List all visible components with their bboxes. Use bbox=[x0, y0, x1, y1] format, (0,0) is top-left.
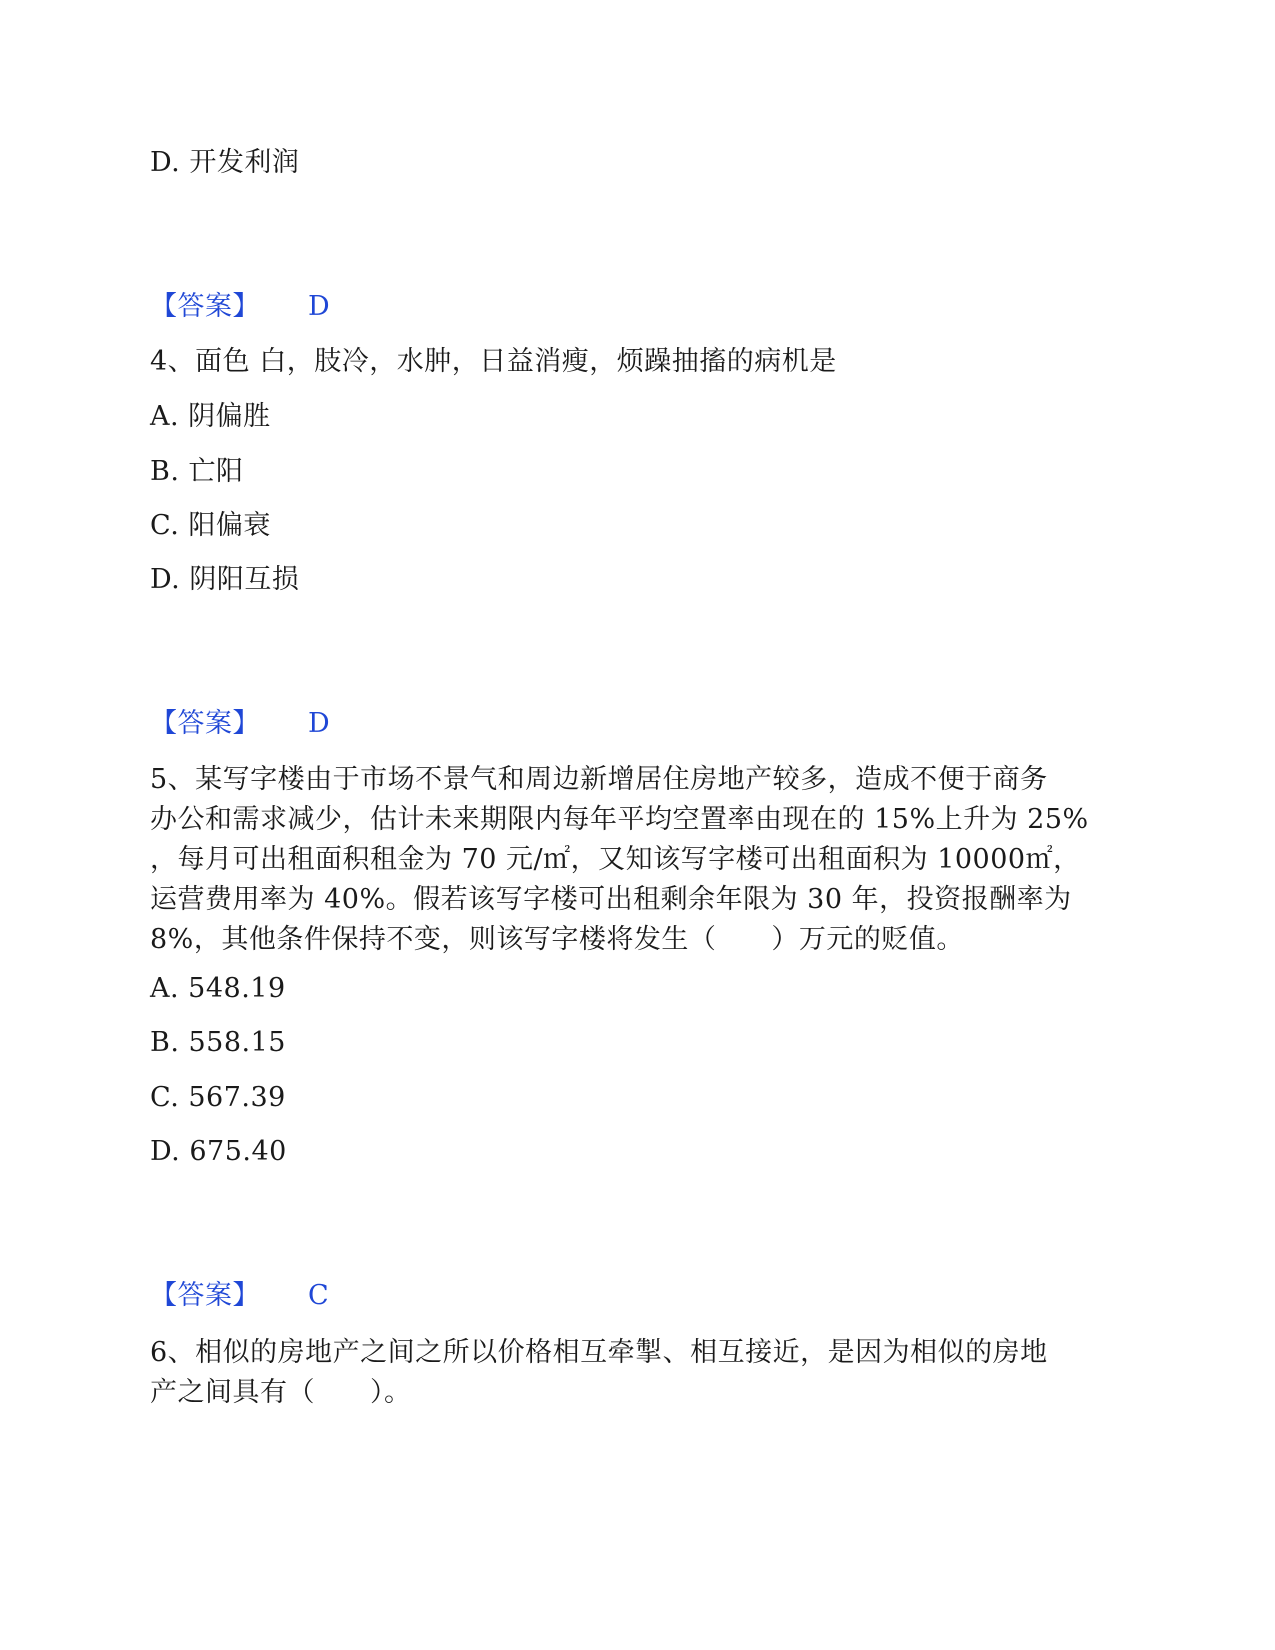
q4-option-a: A. 阴偏胜 bbox=[150, 401, 271, 432]
answer-3 bbox=[150, 290, 331, 324]
q4-option-b: B. 亡阳 bbox=[150, 456, 244, 487]
q5-stem-line: 5、某写字楼由于市场不景气和周边新增居住房地产较多，造成不便于商务 bbox=[150, 764, 1048, 795]
answer-value: C bbox=[308, 1280, 330, 1311]
answer-5 bbox=[150, 1279, 330, 1313]
q5-option-d: D. 675.40 bbox=[150, 1136, 287, 1167]
q5-stem-line: 8%，其他条件保持不变，则该写字楼将发生（ ）万元的贬值。 bbox=[150, 924, 964, 955]
q5-stem-line: 运营费用率为 40%。假若该写字楼可出租剩余年限为 30 年，投资报酬率为 bbox=[150, 884, 1072, 915]
answer-label: 【答案】 bbox=[150, 291, 260, 322]
q3-option-d: D. 开发利润 bbox=[150, 147, 300, 178]
answer-4 bbox=[150, 707, 331, 741]
q6-stem-line: 产之间具有（ ）。 bbox=[150, 1377, 412, 1408]
q5-stem-line: ，每月可出租面积租金为 70 元/㎡，又知该写字楼可出租面积为 10000㎡， bbox=[150, 844, 1081, 875]
answer-label: 【答案】 bbox=[150, 1280, 260, 1311]
answer-label: 【答案】 bbox=[150, 708, 260, 739]
q4-option-c: C. 阳偏衰 bbox=[150, 510, 271, 541]
q5-option-a: A. 548.19 bbox=[150, 973, 286, 1004]
q5-stem bbox=[150, 760, 1110, 960]
q5-option-c: C. 567.39 bbox=[150, 1082, 286, 1113]
q4-stem: 4、面色 白，肢冷，水肿，日益消瘦，烦躁抽搐的病机是 bbox=[150, 346, 837, 377]
q5-stem-line: 办公和需求减少，估计未来期限内每年平均空置率由现在的 15%上升为 25% bbox=[150, 804, 1089, 835]
q4-option-d: D. 阴阳互损 bbox=[150, 564, 300, 595]
q5-option-b: B. 558.15 bbox=[150, 1027, 286, 1058]
q6-stem bbox=[150, 1333, 1110, 1413]
q6-stem-line: 6、相似的房地产之间之所以价格相互牵掣、相互接近，是因为相似的房地 bbox=[150, 1337, 1048, 1368]
answer-value: D bbox=[308, 291, 331, 322]
answer-value: D bbox=[308, 708, 331, 739]
